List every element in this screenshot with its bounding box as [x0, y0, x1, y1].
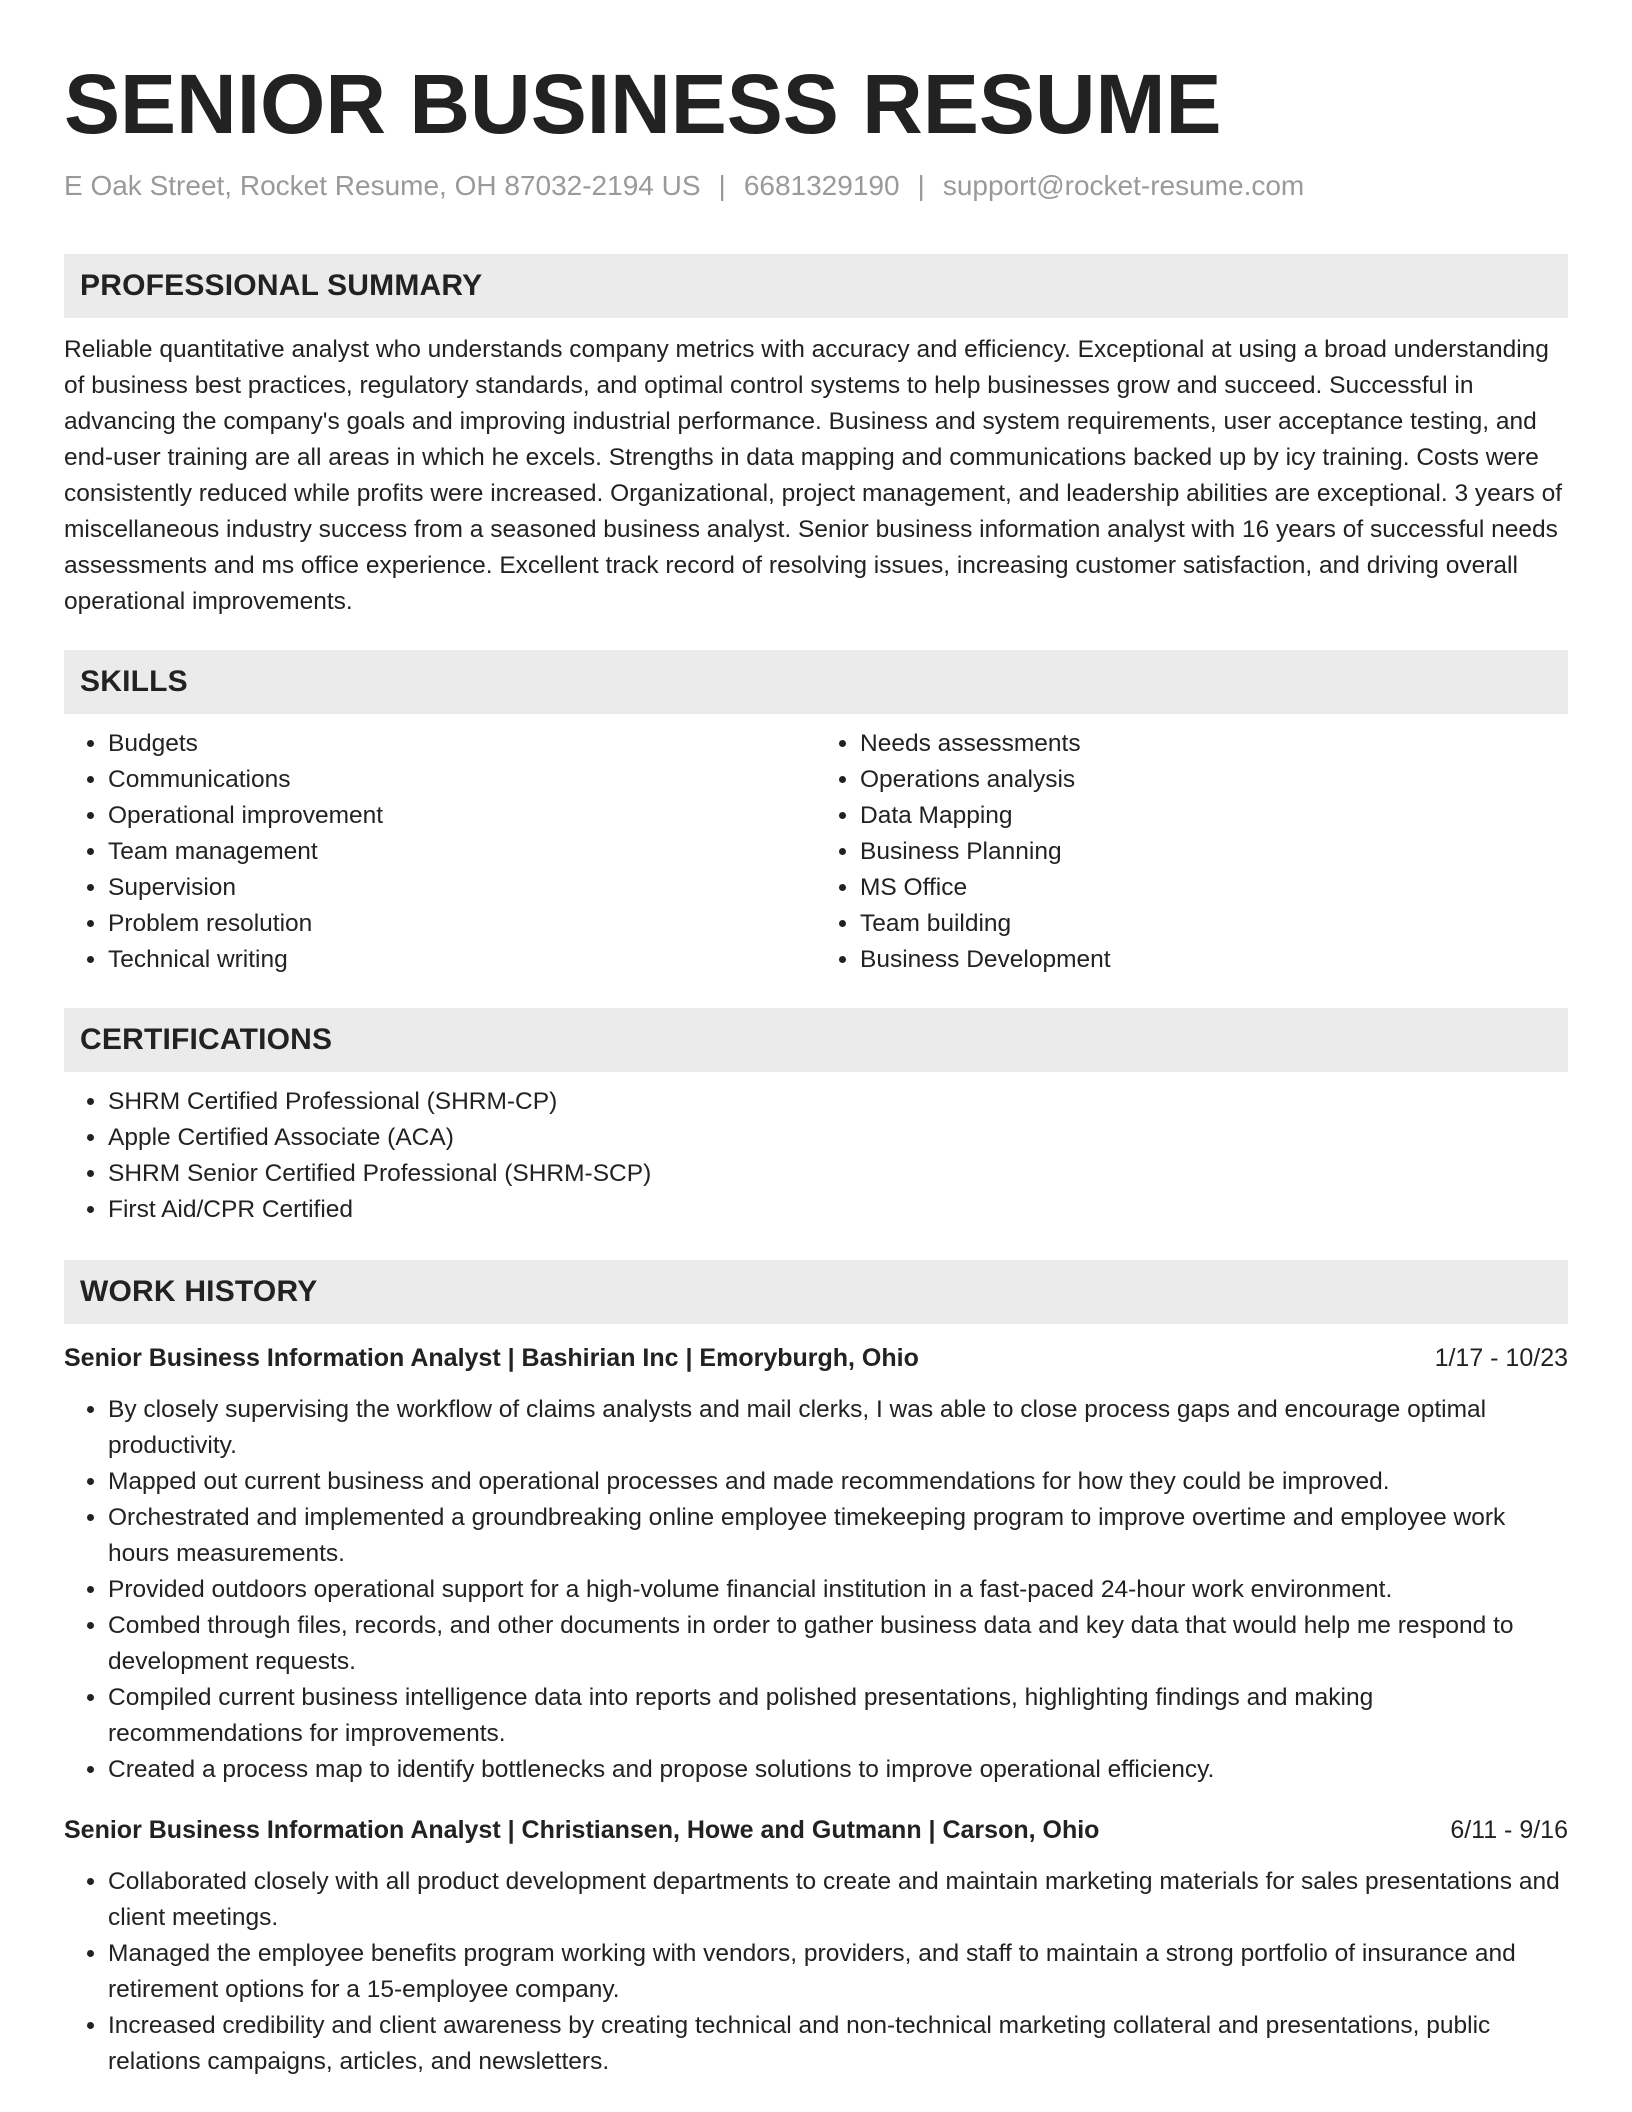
skill-item: • Team management: [108, 834, 816, 870]
contact-email: support@rocket-resume.com: [942, 170, 1305, 201]
skill-item: • Technical writing: [108, 942, 816, 978]
contact-line: [64, 168, 1568, 204]
job-header: [64, 1340, 1568, 1376]
skill-item: • Business Development: [860, 942, 1568, 978]
skill-item: • Operational improvement: [108, 798, 816, 834]
job-bullet: • Created a process map to identify bottlenecks and propose solutions to improve operational efficiency.: [108, 1752, 1568, 1788]
section-header-skills: SKILLS: [64, 650, 1568, 714]
skills-column-left: [64, 726, 816, 978]
job-bullets: [64, 1864, 1568, 2080]
skill-item: • Communications: [108, 762, 816, 798]
certification-item: • First Aid/CPR Certified: [108, 1192, 1568, 1228]
certifications-list: [64, 1084, 1568, 1228]
job-dates: 1/17 - 10/23: [1434, 1344, 1568, 1372]
summary-text: Reliable quantitative analyst who understands company metrics with accuracy and efficiency. Exceptional at using a broad understanding of business best practices, regulatory standards, and optimal control systems to help businesses grow and succeed. Successful in advancing the company's goals and improving industrial performance. Business and system requirements, user acceptance testing, and end-user training are all areas in which he excels. Strengths in data mapping and communications backed up by icy training. Costs were consistently reduced while profits were increased. Organizational, project management, and leadership abilities are exceptional. 3 years of miscellaneous industry success from a seasoned business analyst. Senior business information analyst with 16 years of successful needs assessments and ms office experience. Excellent track record of resolving issues, increasing customer satisfaction, and driving overall operational improvements.: [64, 336, 1563, 615]
resume-title: SENIOR BUSINESS RESUME: [64, 57, 1222, 151]
contact-separator: |: [718, 170, 726, 201]
job-bullet: • Provided outdoors operational support for a high-volume financial institution in a fast-paced 24-hour work environment.: [108, 1572, 1568, 1608]
certification-item: • SHRM Certified Professional (SHRM-CP): [108, 1084, 1568, 1120]
job-bullet: • Mapped out current business and operational processes and made recommendations for how they could be improved.: [108, 1464, 1568, 1500]
skill-item: • Problem resolution: [108, 906, 816, 942]
section-header-certifications: CERTIFICATIONS: [64, 1008, 1568, 1072]
skill-item: • Business Planning: [860, 834, 1568, 870]
skill-item: • Supervision: [108, 870, 816, 906]
job-bullet: • Managed the employee benefits program working with vendors, providers, and staff to maintain a strong portfolio of insurance and retirement options for a 15-employee company.: [108, 1936, 1568, 2008]
skill-item: • Needs assessments: [860, 726, 1568, 762]
job-title: Senior Business Information Analyst | Christiansen, Howe and Gutmann | Carson, Ohio: [64, 1816, 1100, 1844]
section-header-summary: PROFESSIONAL SUMMARY: [64, 254, 1568, 318]
certification-item: • SHRM Senior Certified Professional (SHRM-SCP): [108, 1156, 1568, 1192]
skill-item: • Budgets: [108, 726, 816, 762]
skill-item: • Data Mapping: [860, 798, 1568, 834]
job-bullet: • Increased credibility and client awareness by creating technical and non-technical marketing collateral and presentations, public relations campaigns, articles, and newsletters.: [108, 2008, 1568, 2080]
job-bullet: • Compiled current business intelligence data into reports and polished presentations, highlighting findings and making recommendations for improvements.: [108, 1680, 1568, 1752]
contact-phone: 6681329190: [743, 170, 900, 201]
job-title: Senior Business Information Analyst | Bashirian Inc | Emoryburgh, Ohio: [64, 1344, 919, 1372]
skill-item: • Operations analysis: [860, 762, 1568, 798]
job-header: [64, 1812, 1568, 1848]
job-entry: [64, 1812, 1568, 2080]
job-bullet: • Orchestrated and implemented a groundbreaking online employee timekeeping program to improve overtime and employee work hours measurements.: [108, 1500, 1568, 1572]
job-bullet: • Combed through files, records, and other documents in order to gather business data and key data that would help me respond to development requests.: [108, 1608, 1568, 1680]
job-entry: [64, 1340, 1568, 1788]
job-dates: 6/11 - 9/16: [1450, 1816, 1568, 1844]
skills-list: [64, 726, 1568, 978]
job-bullet: • By closely supervising the workflow of claims analysts and mail clerks, I was able to close process gaps and encourage optimal productivity.: [108, 1392, 1568, 1464]
contact-separator: |: [917, 170, 925, 201]
job-bullets: [64, 1392, 1568, 1788]
skills-column-right: [816, 726, 1568, 978]
section-header-work-history: WORK HISTORY: [64, 1260, 1568, 1324]
skill-item: • Team building: [860, 906, 1568, 942]
certification-item: • Apple Certified Associate (ACA): [108, 1120, 1568, 1156]
skill-item: • MS Office: [860, 870, 1568, 906]
job-bullet: • Collaborated closely with all product development departments to create and maintain marketing materials for sales presentations and client meetings.: [108, 1864, 1568, 1936]
contact-address: E Oak Street, Rocket Resume, OH 87032-2194 US: [64, 170, 701, 201]
